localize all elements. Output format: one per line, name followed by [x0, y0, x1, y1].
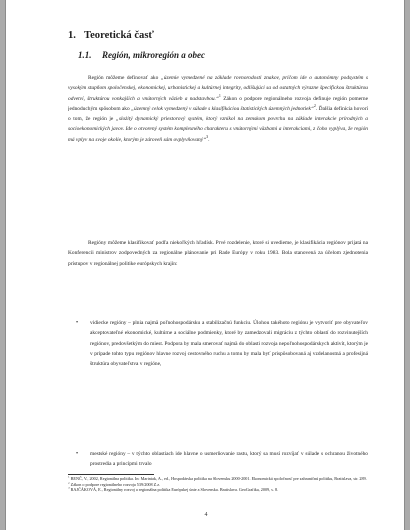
section-heading — [78, 50, 205, 60]
document-page — [5, 0, 405, 530]
paragraph-mid-1: Zákon o podpore regionálneho rozvoja definuje región pomerne jednoduchým spôsobom ako — [68, 95, 368, 112]
footnote-number: 2 — [68, 481, 70, 485]
paragraph-mid-2: . Ďalšia definícia hovorí o tom, že región je — [68, 105, 368, 123]
footnote-ref-1: 1 — [218, 92, 221, 98]
footnotes — [68, 476, 368, 493]
page-number: 4 — [204, 512, 208, 518]
footnote-number: 1 — [68, 476, 70, 479]
list-item — [68, 449, 368, 473]
footnote-ref-2: 2 — [313, 103, 316, 109]
paragraph-end: . — [208, 136, 210, 143]
footnote-separator — [68, 474, 154, 475]
chapter-heading — [68, 30, 154, 41]
paragraph-classification: Regióny môžeme klasifikovať podľa niekoľkých hľadísk. Prvé rozdelenie, ktoré si uvedieme, je klasifikácia regiónov prijatá na Konferencii ministrov zodpovedných za regionálne plánovanie pri Rade Európy v roku 1983. Bola stanovená za účelom zjednotenia prístupov v regionálnej politike európskych krajín: — [68, 240, 368, 267]
list-item-text: vidiecke regióny – plnia najmä poľnohospodársku a stabilizačnú funkciu. Úlohou takéhoto regiónu je vytvoriť pre obyvateľov akceptovateľné ekonomické, kultúrne a sociálne podmienky, ktoré by zamedzovali migráciu z týchto oblastí do rozvinutejších regiónov, predovšetkým do miest. Podpora by mala smerovať najmä do oblasti rozvoja nepoľnohospodárskych aktivít, ktorým je v prípade tohto typu regiónov hlavne rozvoj cestovného ruchu a tomu by mala byť prispôsobovaná aj vzdelanostná a profesijná štruktúra obyvateľstva v regióne, — [90, 320, 368, 368]
quote-definition-1: „územie vymedzené na základe rovnorodosti znakov, pričom ide o autonómny podsystém s vysokým stupňom spoločenskej, ekonomickej, urbanistickej a kultúrnej integrity, odlišujúci sa od ostatných výrazne špecifickou štruktúrou odvetví, štruktúrou vonkajších a vnútorných väzieb a nadstavbou.“ — [68, 75, 368, 102]
list-item-text: mestské regióny – v týchto oblastiach ide hlavne o usmerňovanie rastu, ktorý sa musí rozvíjať v súlade s ochranou životného prostredia a princípmi trvalo — [90, 451, 368, 468]
list-item — [68, 318, 368, 449]
section-number: 1.1. — [78, 50, 92, 60]
paragraph-lead: Región môžeme definovať ako — [88, 75, 161, 81]
chapter-number: 1. — [68, 30, 76, 41]
quote-definition-3: „slożitý dynamický priestorový systém, ktorý vznikol na zemskom povrchu na základe interakcie prírodných a socioekonomických javov. Ide o otvorený systém komplexného charakteru s vnútornými väzbami a interakciami, z čoho vyplýva, že región má vplyv na svoje okolie, ktorým je zároveň sám ovplyvňovaný“ — [68, 116, 368, 143]
region-type-list — [68, 318, 368, 473]
footnote-ref-3: 3 — [206, 133, 209, 139]
footnote-text: RAJČÁKOVÁ, E., Regionálny rozvoj a regionálna politika Európskej únie a Slovenska. Bratislava. GeoGrafika, 2009, s. 8. — [70, 487, 279, 493]
footnote — [68, 487, 368, 493]
footnote-text: BENČ, V., 2002, Regionálna politika. In: Mariniak, A., ed., Hospodárska politika na Slovensku 2000-2001. Ekonomická spoločnosť pre zahraničnú politiku, Bratislava, str. 289. — [70, 476, 367, 481]
chapter-title: Teoretická časť — [84, 30, 154, 41]
bullet-icon: • — [76, 320, 79, 326]
quote-definition-2: „územný celok vymedzený v súlade s klasifikáciou štatistických územných jednotiek“ — [131, 105, 314, 112]
bullet-icon: • — [76, 451, 79, 457]
paragraph-region-definition — [68, 73, 368, 228]
section-title: Región, mikroregión a obec — [102, 50, 205, 60]
footnote-number: 3 — [68, 487, 70, 490]
footnote-text: Zákon o podpore regionálneho rozvoja 539/2008 Z.z. — [70, 481, 161, 487]
